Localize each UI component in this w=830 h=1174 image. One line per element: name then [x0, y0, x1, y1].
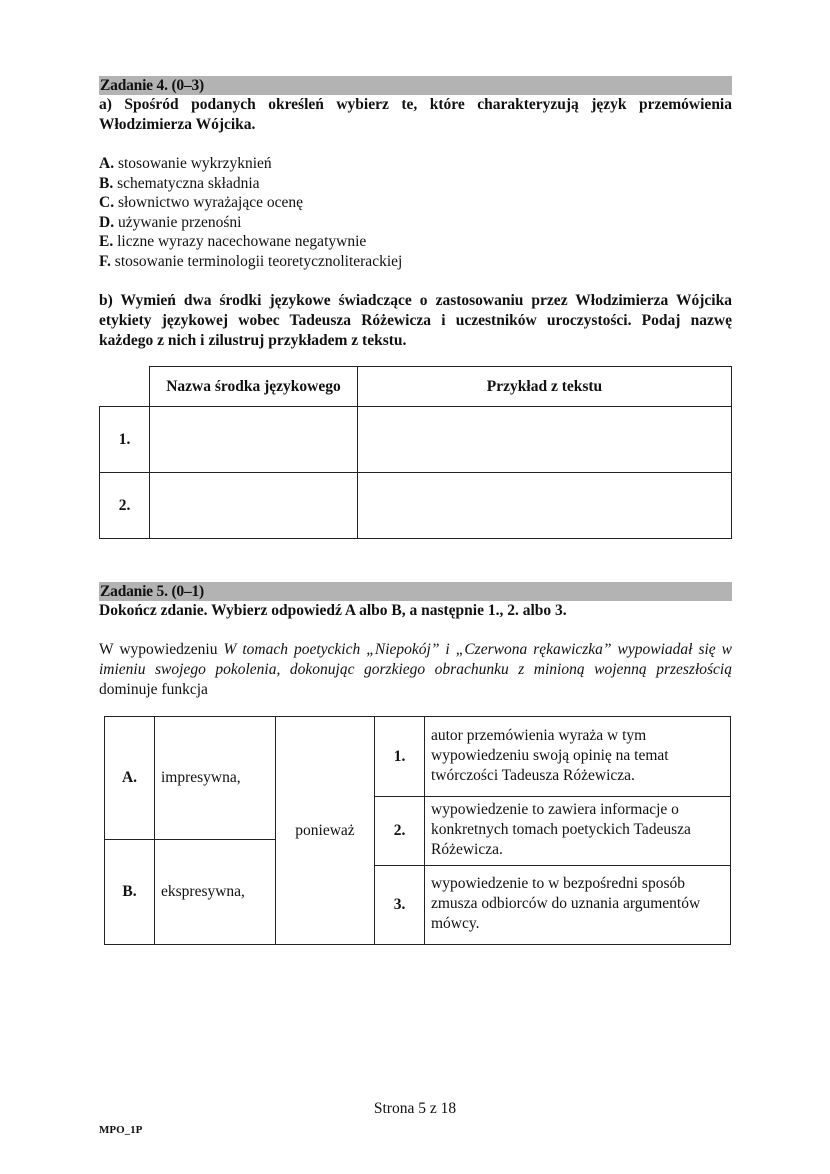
option-letter: A.	[99, 155, 115, 172]
answer-name-field[interactable]	[150, 473, 358, 539]
option-text: słownictwo wyrażające ocenę	[117, 194, 303, 211]
option-item[interactable]	[99, 252, 732, 272]
answer-name-field[interactable]	[150, 407, 358, 473]
option-item[interactable]	[99, 232, 732, 252]
task5-section	[99, 582, 732, 700]
reason-text-3[interactable]: wypowiedzenie to w bezpośredni sposób zmusza odbiorców do uznania argumentów mówcy.	[425, 866, 731, 945]
option-text: schematyczna składnia	[117, 174, 260, 192]
exam-code: MPO_1P	[99, 1124, 143, 1136]
task5-instruction: Dokończ zdanie. Wybierz odpowiedź A albo B, a następnie 1., 2. albo 3.	[99, 602, 567, 619]
task4-part-a-instruction: a) Spośród podanych określeń wybierz te, które charakteryzują język przemówienia Włodzimierza Wójcika.	[99, 96, 732, 133]
table-row	[100, 473, 732, 539]
option-letter: E.	[99, 233, 114, 250]
task5-stem	[99, 640, 732, 700]
option-item[interactable]	[99, 213, 732, 233]
page-number: Strona 5 z 18	[373, 1100, 457, 1117]
option-item[interactable]	[99, 193, 732, 213]
choice-letter-a[interactable]: A.	[105, 717, 155, 840]
option-letter: F.	[99, 252, 111, 270]
table-row	[100, 407, 732, 473]
option-text: stosowanie terminologii teoretycznoliterackiej	[114, 252, 403, 270]
connector-text: ponieważ	[276, 717, 375, 945]
task4-options-list	[99, 154, 732, 271]
task4-part-b-instruction: b) Wymień dwa środki językowe świadczące o zastosowaniu przez Włodzimierza Wójcika etykiety językowej wobec Tadeusza Różewicza i uczestników uroczystości. Podaj nazwę każdego z nich i zilustruj przykładem z tekstu.	[99, 292, 732, 349]
option-letter: D.	[99, 213, 115, 231]
option-letter: B.	[99, 174, 114, 192]
row-number: 1.	[100, 407, 150, 473]
task4-section	[99, 76, 732, 351]
reason-text-2[interactable]: wypowiedzenie to zawiera informacje o konkretnych tomach poetyckich Tadeusza Różewicza.	[425, 797, 731, 866]
row-number: 2.	[100, 473, 150, 539]
reason-number-2[interactable]: 2.	[375, 797, 425, 866]
task4-answer-table	[99, 366, 732, 539]
task4-header: Zadanie 4. (0–3)	[99, 76, 732, 95]
reason-number-3[interactable]: 3.	[375, 866, 425, 945]
option-text: stosowanie wykrzyknień	[117, 155, 272, 172]
column-header-name: Nazwa środka językowego	[150, 367, 358, 407]
stem-quote: W tomach poetyckich „Niepokój” i „Czerwona rękawiczka” wypowiadał się w imieniu swojego pokolenia, dokonując gorzkiego obrachunku z minioną wojenną przeszłością	[99, 641, 732, 678]
choice-letter-b[interactable]: B.	[105, 840, 155, 945]
task5-header: Zadanie 5. (0–1)	[99, 582, 732, 601]
option-item[interactable]	[99, 154, 732, 174]
reason-text-1[interactable]: autor przemówienia wyraża w tym wypowiedzeniu swoją opinię na temat twórczości Tadeusza Różewicza.	[425, 717, 731, 797]
option-item[interactable]	[99, 174, 732, 194]
option-letter: C.	[99, 194, 115, 211]
choice-text-a[interactable]: impresywna,	[155, 717, 276, 840]
choice-text-b[interactable]: ekspresywna,	[155, 840, 276, 945]
task5-choice-table	[104, 716, 731, 945]
empty-corner-cell	[100, 367, 150, 407]
reason-number-1[interactable]: 1.	[375, 717, 425, 797]
option-text: używanie przenośni	[117, 213, 242, 231]
column-header-example: Przykład z tekstu	[358, 367, 732, 407]
answer-example-field[interactable]	[358, 407, 732, 473]
stem-suffix: dominuje funkcja	[99, 681, 208, 698]
stem-prefix: W wypowiedzeniu	[99, 641, 224, 658]
option-text: liczne wyrazy nacechowane negatywnie	[117, 233, 367, 250]
answer-example-field[interactable]	[358, 473, 732, 539]
